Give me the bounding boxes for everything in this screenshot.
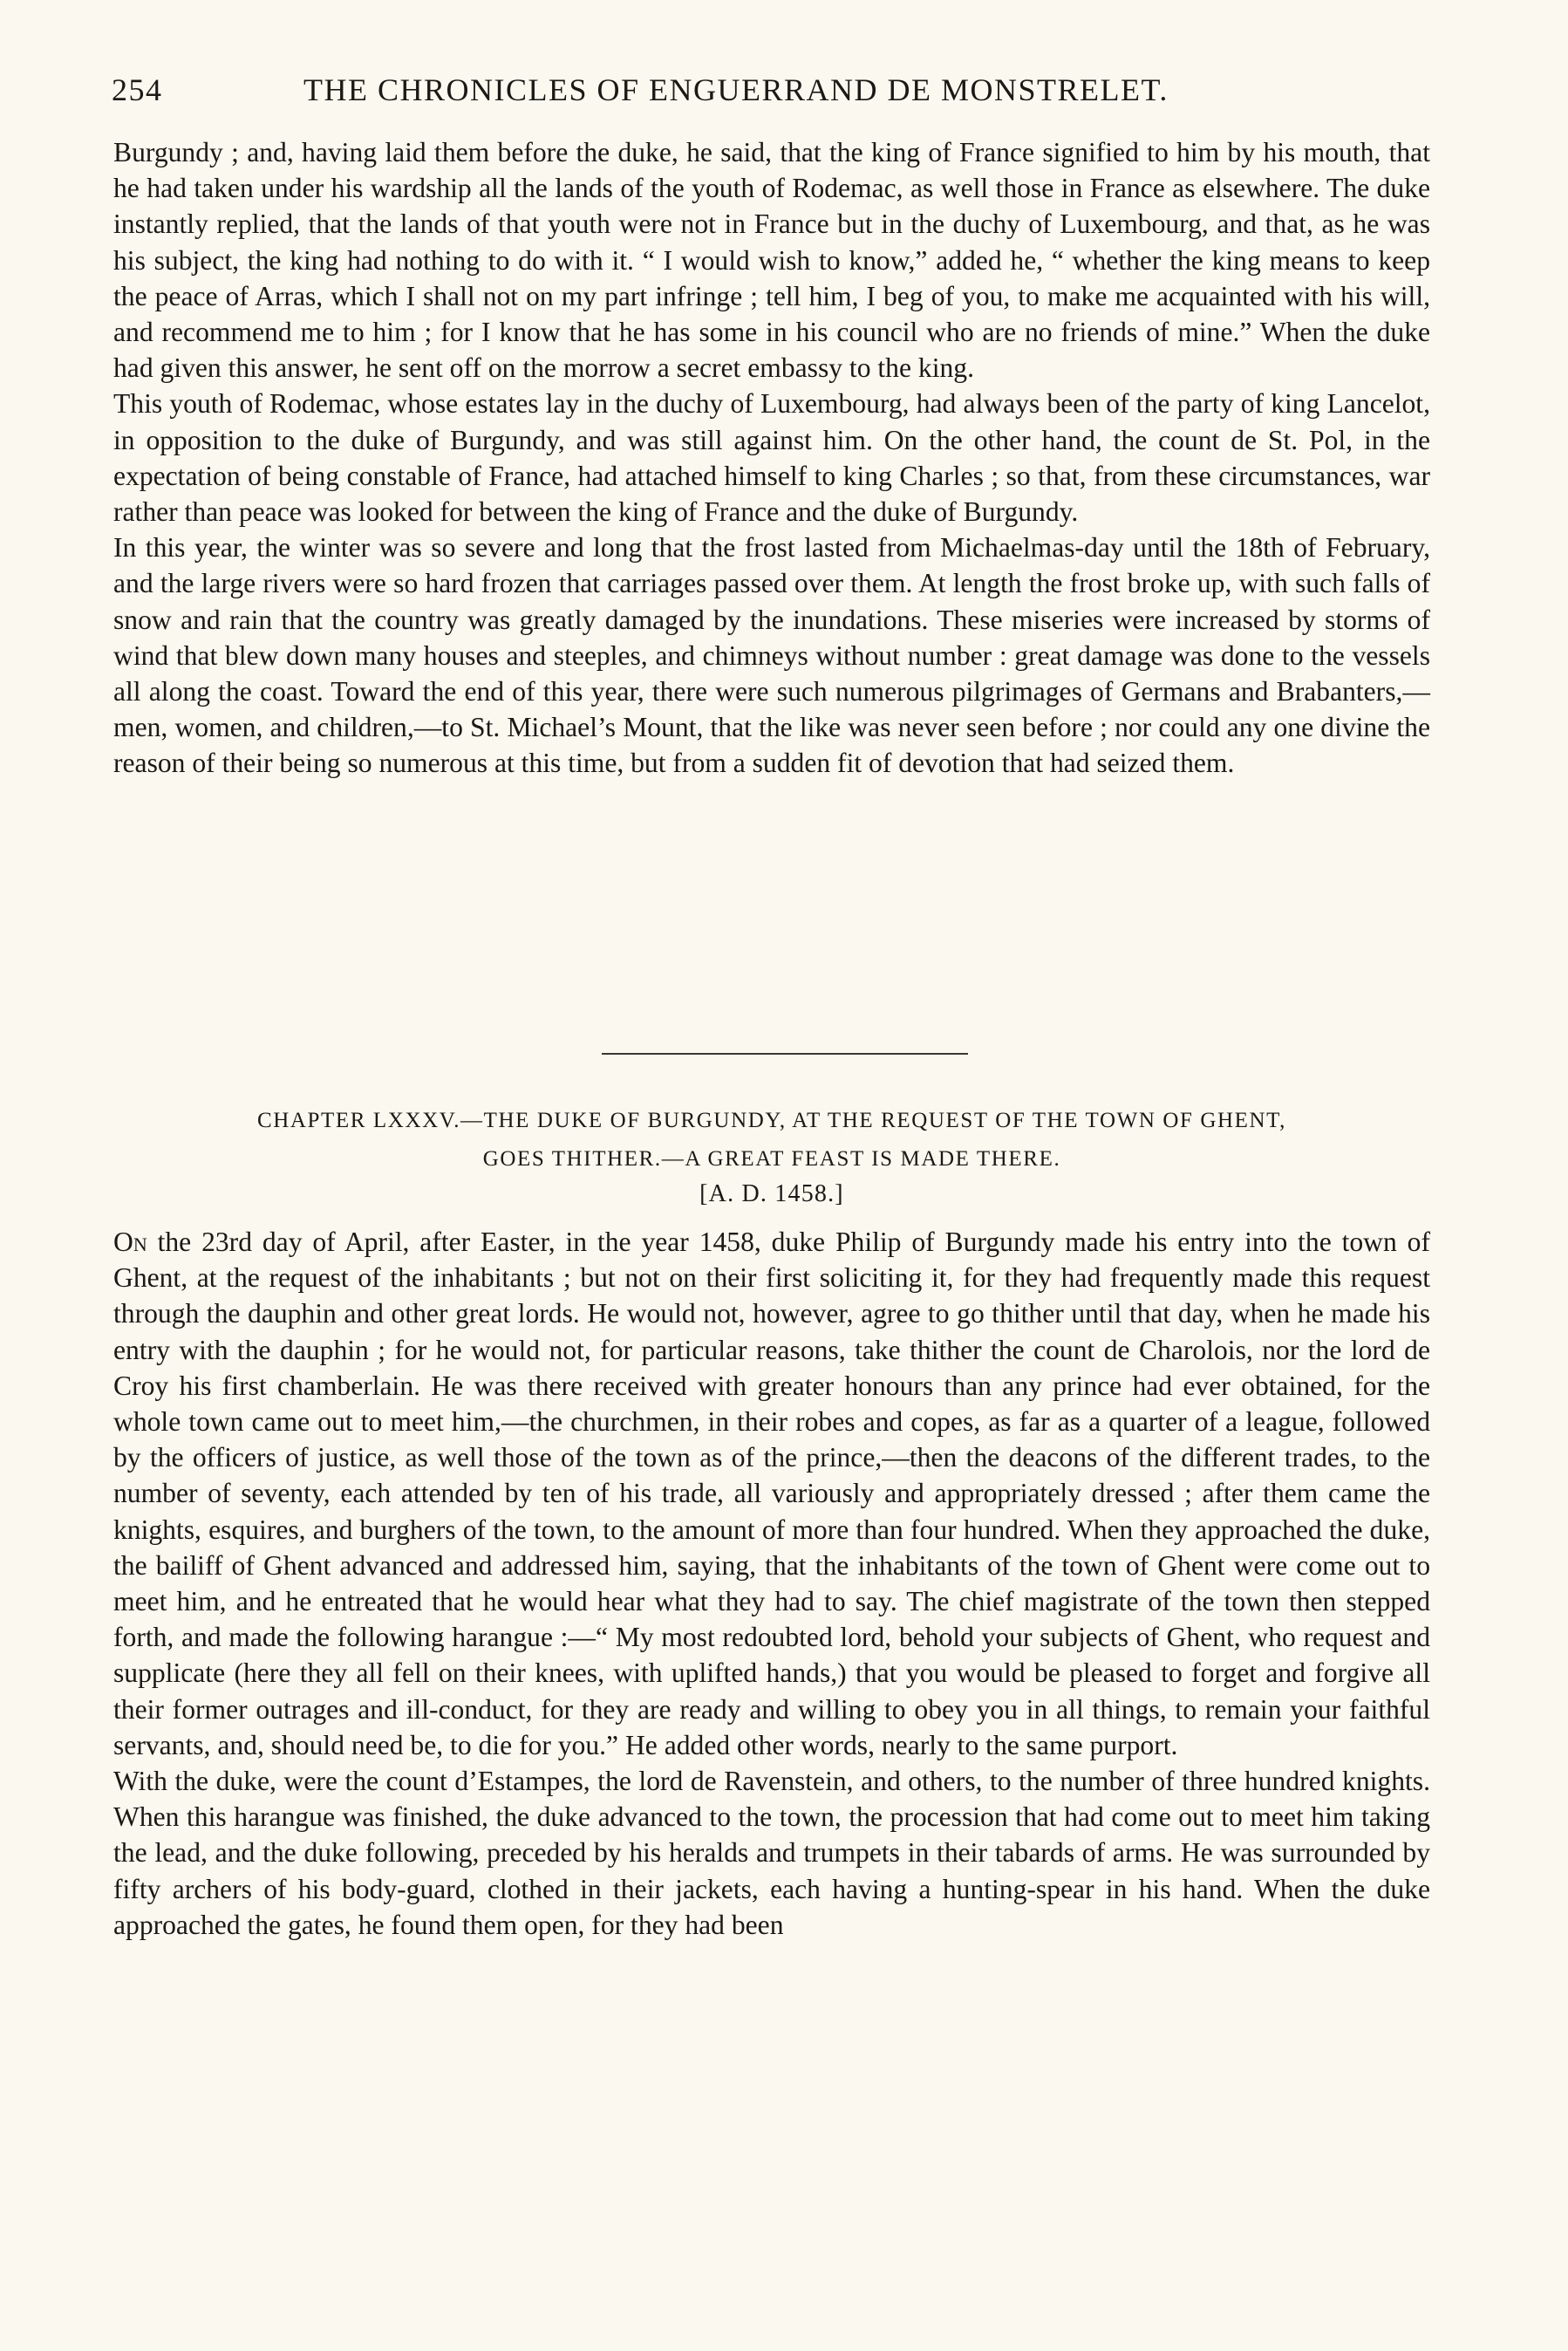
chapter-date: [A. D. 1458.] <box>699 1180 844 1207</box>
chapter-heading <box>113 1102 1430 1179</box>
paragraph-text: the 23rd day of April, after Easter, in the year 1458, duke Philip of Burgundy made his entry into the town of Ghent, at the request of the inhabitants ; but not on their first soliciting it, for they had frequently made this request through the dauphin and other great lords. He would not, however, agree to go thither until that day, when he made his entry with the dauphin ; for he would not, for particular reasons, take thither the count de Charolois, nor the lord de Croy his first chamberlain. He was there received with greater honours than any prince had ever obtained, for the whole town came out to meet him,—the churchmen, in their robes and copes, as far as a quarter of a league, followed by the officers of justice, as well those of the town as of the prince,—then the deacons of the different trades, to the number of seventy, each attended by ten of his trade, all variously and appropriately dressed ; after them came the knights, esquires, and burghers of the town, to the amount of more than four hundred. When they approached the duke, the bailiff of Ghent advanced and addressed him, saying, that the inhabitants of the town of Ghent were come out to meet him, and he entreated that he would hear what they had to say. The chief magistrate of the town then stepped forth, and made the following harangue :—“ My most redoubted lord, behold your subjects of Ghent, who request and supplicate (here they all fell on their knees, with uplifted hands,) that you would be pleased to forget and forgive all their former outrages and ill-conduct, for they are ready and willing to obey you in all things, to remain your faithful servants, and, should need be, to die for you.” He added other words, nearly to the same purport. <box>113 1227 1430 1760</box>
running-title: THE CHRONICLES OF ENGUERRAND DE MONSTRELET. <box>303 72 1169 107</box>
paragraph: With the duke, were the count d’Estampes, the lord de Ravenstein, and others, to the number of three hundred knights. When this harangue was finished, the duke advanced to the town, the procession that had come out to meet him taking the lead, and the duke following, preceded by his heralds and trumpets in their tabards of arms. He was surrounded by fifty archers of his body-guard, clothed in their jackets, each having a hunting-spear in his hand. When the duke approached the gates, he found them open, for they had been <box>113 1766 1430 1940</box>
paragraph: In this year, the winter was so severe and long that the frost lasted from Michaelmas-day until the 18th of February, and the large rivers were so hard frozen that carriages passed over them. At length the frost broke up, with such falls of snow and rain that the country was greatly damaged by the inundations. These miseries were increased by storms of wind that blew down many houses and steeples, and chimneys without number : great damage was done to the vessels all along the coast. Toward the end of this year, there were such numerous pilgrimages of Germans and Brabanters,—men, women, and children,—to St. Michael’s Mount, that the like was never seen before ; nor could any one divine the reason of their being so numerous at this time, but from a sudden fit of devotion that had seized them. <box>113 532 1430 779</box>
section-divider <box>602 1053 968 1055</box>
text-block-top <box>113 134 1430 782</box>
paragraph <box>113 1224 1430 1763</box>
paragraph: Burgundy ; and, having laid them before the duke, he said, that the king of France signified to him by his mouth, that he had taken under his wardship all the lands of the youth of Rodemac, as well those in France as elsewhere. The duke instantly replied, that the lands of that youth were not in France but in the duchy of Luxembourg, and that, as he was his subject, the king had nothing to do with it. “ I would wish to know,” added he, “ whether the king means to keep the peace of Arras, which I shall not on my part infringe ; tell him, I beg of you, to make me acquainted with his will, and recommend me to him ; for I know that he has some in his council who are no friends of mine.” When the duke had given this answer, he sent off on the morrow a secret embassy to the king. <box>113 137 1430 384</box>
opening-word: On <box>113 1227 147 1257</box>
paragraph: This youth of Rodemac, whose estates lay in the duchy of Luxembourg, had always been of the party of king Lancelot, in opposition to the duke of Burgundy, and was still against him. On the other hand, the count de St. Pol, in the expectation of being constable of France, had attached himself to king Charles ; so that, from these circumstances, war rather than peace was looked for between the king of France and the duke of Burgundy. <box>113 388 1430 528</box>
chapter-heading-line: GOES THITHER.—A GREAT FEAST IS MADE THERE. <box>482 1147 1061 1171</box>
running-header <box>112 72 1428 115</box>
chapter-heading-line: CHAPTER LXXXV.—THE DUKE OF BURGUNDY, AT THE REQUEST OF THE TOWN OF GHENT, <box>256 1109 1287 1132</box>
text-block-bottom <box>113 1224 1430 1943</box>
page-number: 254 <box>112 72 163 107</box>
